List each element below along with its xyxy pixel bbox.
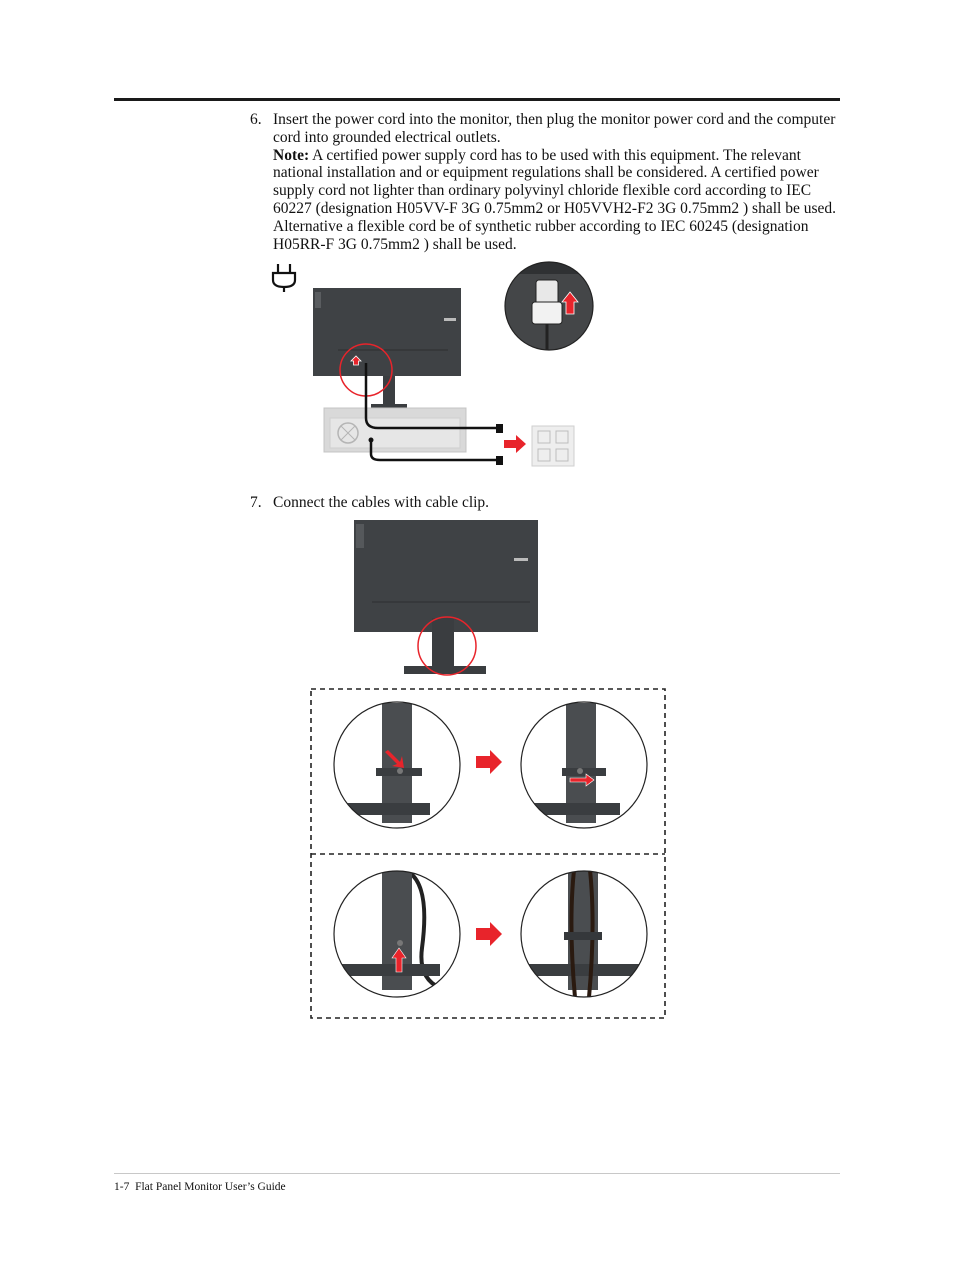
right-arrow-icon <box>504 435 526 453</box>
wall-outlet <box>532 426 574 466</box>
header-rule <box>114 98 840 101</box>
step-7 <box>250 494 650 514</box>
step-number: 7. <box>250 494 262 511</box>
cable-clip-steps-figure <box>310 688 668 1022</box>
step-number: 6. <box>250 111 262 128</box>
connector-detail-inset <box>505 262 593 350</box>
step-text: Insert the power cord into the monitor, then plug the monitor power cord and the computer cord into grounded electrical outlets. <box>273 111 836 146</box>
computer-case <box>324 408 466 452</box>
clip-step-2 <box>521 702 647 828</box>
page-footer <box>114 1181 286 1193</box>
clip-step-3 <box>334 870 460 997</box>
note-label: Note: <box>273 146 310 164</box>
monitor-back-figure <box>352 518 542 680</box>
clip-step-1 <box>334 702 460 828</box>
footer-rule <box>114 1173 840 1174</box>
right-arrow-icon <box>476 922 502 946</box>
page-number: 1-7 <box>114 1181 130 1193</box>
guide-title: Flat Panel Monitor User’s Guide <box>135 1181 286 1193</box>
step-6 <box>250 111 840 256</box>
monitor-back <box>313 288 461 409</box>
step-body <box>273 111 840 253</box>
note-text: A certified power supply cord has to be used with this equipment. The relevant national installation and or equipment regulations shall be considered. A certified power supply cord not lighter than ordinary polyvinyl chloride flexible cord according to IEC 60227 (designation H05VV-F 3G 0.75mm2 or H05VVH2-F2 3G 0.75mm2 ) shall be used. Alternative a flexible cord be of synthetic rubber according to IEC 60245 (designation H05RR-F 3G 0.75mm2 ) shall be used. <box>273 146 836 253</box>
clip-step-4 <box>521 870 647 1008</box>
right-arrow-icon <box>476 750 502 774</box>
power-plug-icon <box>273 264 295 292</box>
step-body <box>273 494 489 512</box>
step-text: Connect the cables with cable clip. <box>273 494 490 511</box>
power-connection-figure <box>268 258 598 473</box>
